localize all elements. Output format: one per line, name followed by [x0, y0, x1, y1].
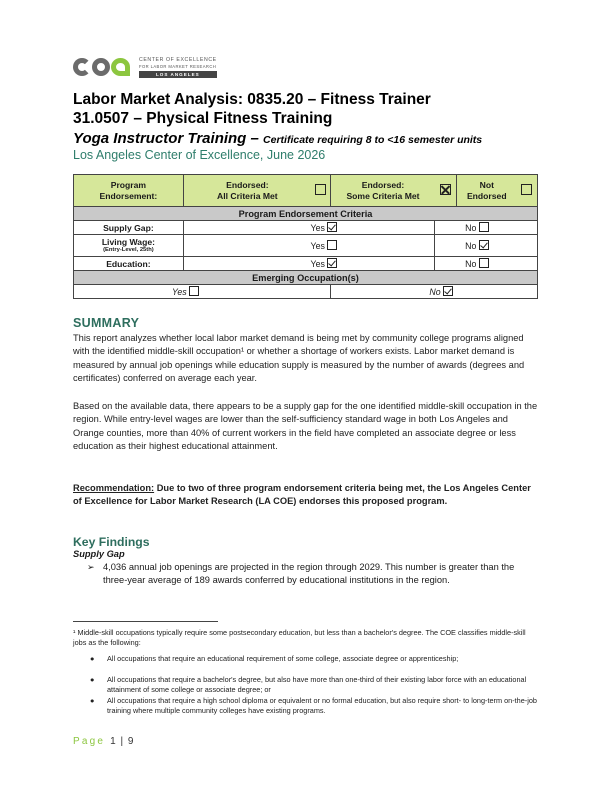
summary-paragraph-2: Based on the available data, there appears to be a supply gap for the one identified middle-skill occupation in the region. While entry-level wages are lower than the self-sufficiency standard wage in both Los Angeles and Orange counties, more than 40% of current workers in the field have completed an associate degree or less education as their highest educational attainment.	[73, 401, 538, 452]
title-line2: 31.0507 – Physical Fitness Training	[73, 110, 333, 127]
page-word: Page	[73, 736, 106, 747]
emerging-title: Emerging Occupation(s)	[74, 271, 538, 285]
page-footer	[73, 736, 134, 747]
criteria-row-living-wage	[74, 235, 538, 257]
not-endorsed-checkbox-cell	[516, 175, 537, 207]
program-endorsement-label: Program Endorsement:	[74, 175, 184, 207]
endorsed-some-criteria: Endorsed: Some Criteria Met	[331, 175, 435, 207]
emerging-yes: Yes	[74, 285, 331, 299]
logo-text	[139, 57, 217, 78]
criteria-title-row	[74, 207, 538, 221]
education-yes: Yes	[183, 257, 434, 271]
page-number: 1 | 9	[110, 736, 135, 747]
summary-paragraph-1: This report analyzes whether local labor market demand is being met by community college programs aligned with the identified middle-skill occupation¹ or whether a shortage of workers exists. Labor market demand is measured by annual job openings while education supply is measured by the number of awards (degrees and certificates) conferred on average each year.	[73, 333, 525, 384]
living-wage-yes: Yes	[183, 235, 434, 257]
emerging-no: No	[331, 285, 538, 299]
emerging-row	[74, 285, 538, 299]
footnote-item: ● All occupations that require a high school diploma or equivalent or no formal education, but also require short- to long-term on-the-job training where multiple community colleges have existing programs.	[90, 696, 537, 715]
supply-gap-no: No	[435, 221, 538, 235]
supply-gap-subheading: Supply Gap	[73, 549, 125, 559]
footnote-item: ● All occupations that require a bachelor's degree, but also have more than one-third of their existing labor force with an educational attainment of some college or associate degree; or	[90, 675, 527, 694]
endorsement-table	[73, 174, 538, 299]
emerging-title-row	[74, 271, 538, 285]
criteria-title: Program Endorsement Criteria	[74, 207, 538, 221]
recommendation-label: Recommendation:	[73, 483, 155, 493]
education-label: Education:	[74, 257, 184, 271]
finding-text: 4,036 annual job openings are projected in the region through 2029. This number is greater than the three-year average of 189 awards conferred by educational institutions in the region.	[103, 562, 515, 586]
program-units: Certificate requiring 8 to <16 semester units	[263, 134, 483, 146]
coe-logo	[73, 54, 233, 80]
endorsed-all-checkbox[interactable]	[315, 184, 326, 195]
living-wage-yes-checkbox[interactable]	[327, 240, 337, 250]
finding-bullet	[87, 561, 537, 588]
living-wage-no: No	[435, 235, 538, 257]
title-line3	[73, 130, 482, 147]
living-wage-label: Living Wage: (Entry-Level, 25th)	[74, 235, 184, 257]
living-wage-no-checkbox[interactable]	[479, 240, 489, 250]
key-findings-heading: Key Findings	[73, 535, 150, 549]
education-no-checkbox[interactable]	[479, 258, 489, 268]
emerging-yes-checkbox[interactable]	[189, 286, 199, 296]
title-line1: Labor Market Analysis: 0835.20 – Fitness Trainer	[73, 91, 431, 108]
not-endorsed: Not Endorsed	[457, 175, 517, 207]
recommendation-text: Due to two of three program endorsement criteria being met, the Los Angeles Center of Excellence for Labor Market Research (LA COE) endorses this proposed program.	[73, 483, 531, 507]
endorsed-some-checkbox[interactable]	[440, 184, 451, 195]
supply-gap-label: Supply Gap:	[74, 221, 184, 235]
logo-line1: CENTER OF EXCELLENCE	[139, 56, 217, 63]
summary-heading: SUMMARY	[73, 316, 140, 330]
coe-logo-mark-icon	[73, 54, 133, 80]
education-no: No	[435, 257, 538, 271]
endorsed-all-checkbox-cell	[311, 175, 331, 207]
endorsed-all-criteria: Endorsed: All Criteria Met	[183, 175, 311, 207]
bullet-dot-icon: ●	[90, 696, 95, 705]
bullet-dot-icon: ●	[90, 675, 95, 684]
report-source-date: Los Angeles Center of Excellence, June 2026	[73, 148, 326, 162]
supply-gap-yes: Yes	[183, 221, 434, 235]
logo-line3: LOS ANGELES	[139, 71, 217, 78]
recommendation	[73, 482, 539, 509]
program-name: Yoga Instructor Training –	[73, 130, 264, 147]
logo-line2: FOR LABOR MARKET RESEARCH	[139, 63, 217, 69]
endorsement-header-row	[74, 175, 538, 207]
education-yes-checkbox[interactable]	[327, 258, 337, 268]
arrow-bullet-icon: ➢	[87, 562, 95, 572]
footnote-text: ¹ Middle-skill occupations typically require some postsecondary education, but less than a bachelor's degree. The COE classifies middle-skill jobs as the following:	[73, 628, 526, 647]
footnote-divider	[73, 621, 218, 622]
footnote-item: ● All occupations that require an educational requirement of some college, associate degree or apprenticeship;	[90, 654, 459, 663]
emerging-no-checkbox[interactable]	[443, 286, 453, 296]
criteria-row-education	[74, 257, 538, 271]
supply-gap-no-checkbox[interactable]	[479, 222, 489, 232]
criteria-row-supply-gap	[74, 221, 538, 235]
supply-gap-yes-checkbox[interactable]	[327, 222, 337, 232]
not-endorsed-checkbox[interactable]	[521, 184, 532, 195]
bullet-dot-icon: ●	[90, 654, 95, 663]
endorsed-some-checkbox-cell	[435, 175, 457, 207]
